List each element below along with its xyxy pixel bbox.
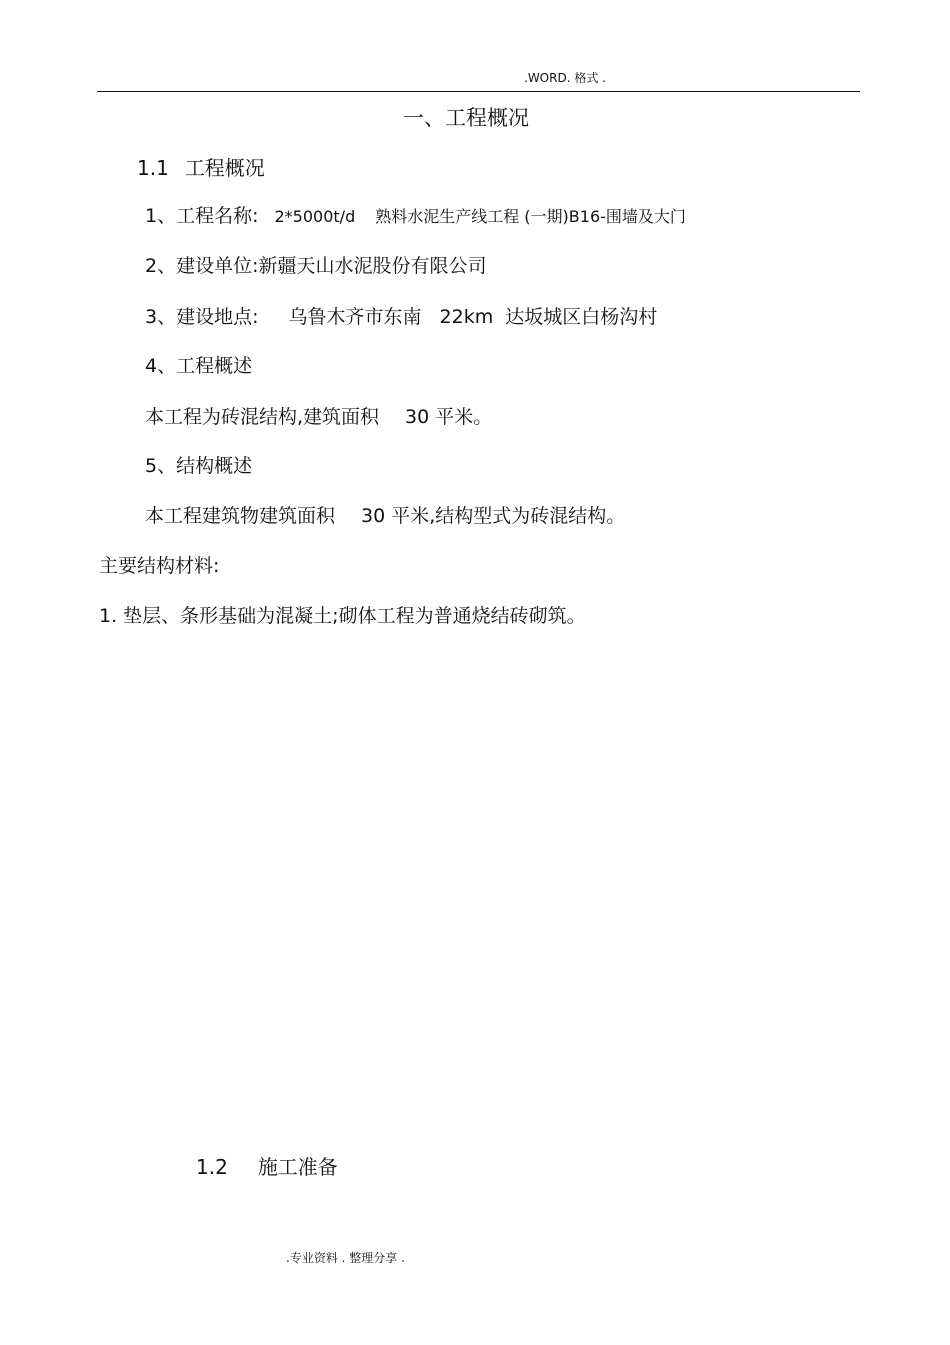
location-label: 3、建设地点: xyxy=(145,306,259,328)
subsection-1-1-title: 工程概况 xyxy=(184,156,265,180)
project-name-value-b: 熟料水泥生产线工程 (一期)B16-围墙及大门 xyxy=(375,207,686,226)
builder-label: 2、建设单位: xyxy=(145,255,259,277)
structure-text xyxy=(145,507,625,526)
subsection-1-2-heading xyxy=(196,1157,338,1177)
structure-text-a: 本工程建筑物建筑面积 xyxy=(145,505,336,527)
builder-value: 新疆天山水泥股份有限公司 xyxy=(258,255,487,277)
item-builder xyxy=(145,257,487,276)
project-name-label: 1、工程名称: xyxy=(145,205,259,227)
item-location xyxy=(145,308,657,327)
overview-text-b: 30 平米。 xyxy=(405,406,493,428)
location-value-c: 达坂城区白杨沟村 xyxy=(505,306,658,328)
subsection-1-2-title: 施工准备 xyxy=(257,1155,338,1179)
subsection-1-1-number: 1.1 xyxy=(137,156,169,180)
project-name-value-a: 2*5000t/d xyxy=(274,207,356,226)
materials-heading: 主要结构材料: xyxy=(99,555,220,577)
header-divider xyxy=(97,91,860,92)
overview-label: 4、工程概述 xyxy=(145,355,253,377)
overview-text xyxy=(145,408,492,427)
structure-text-b: 30 平米,结构型式为砖混结构。 xyxy=(361,505,626,527)
subsection-1-2-number: 1.2 xyxy=(196,1155,228,1179)
subsection-1-1-heading xyxy=(137,158,265,178)
structure-label: 5、结构概述 xyxy=(145,455,253,477)
location-value-b: 22km xyxy=(439,306,494,328)
section-title: 一、工程概况 xyxy=(403,106,529,130)
materials-item-1: 1. 垫层、条形基础为混凝土;砌体工程为普通烧结砖砌筑。 xyxy=(99,605,586,627)
page-header-label: .WORD. 格式 . xyxy=(524,71,606,85)
page-footer-label: .专业资料 . 整理分享 . xyxy=(286,1251,405,1265)
item-project-name xyxy=(145,207,686,226)
location-value-a: 乌鲁木齐市东南 xyxy=(288,306,422,328)
overview-text-a: 本工程为砖混结构,建筑面积 xyxy=(145,406,380,428)
